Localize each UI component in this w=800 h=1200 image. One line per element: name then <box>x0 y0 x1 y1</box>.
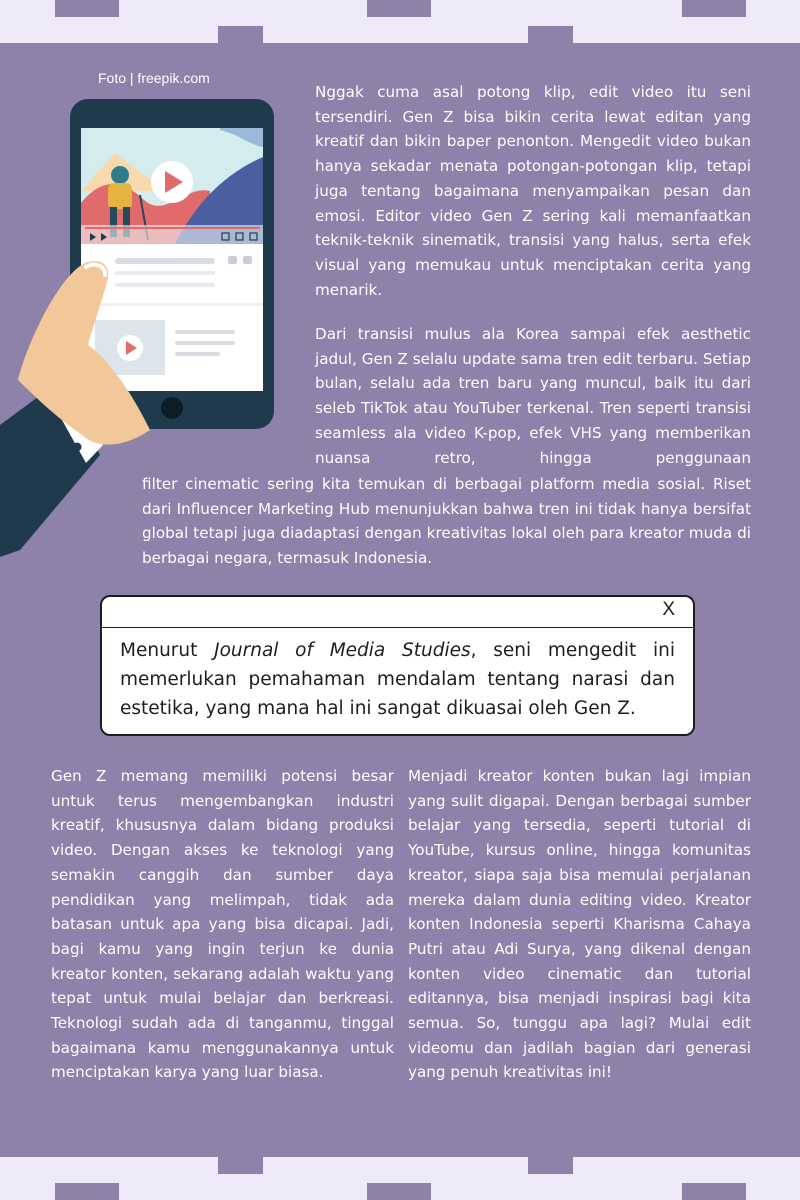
quote-text-start: Menurut <box>120 640 215 661</box>
photo-credit: Foto | freepik.com <box>98 70 210 86</box>
home-button <box>161 397 183 419</box>
band-block <box>682 0 746 17</box>
callout-quote-text <box>120 636 675 723</box>
text-placeholder <box>175 341 235 345</box>
text-placeholder <box>175 352 220 356</box>
divider <box>81 303 263 306</box>
column-right-text: Menjadi kreator konten bukan lagi impian yang sulit digapai. Dengan berbagai sumber belajar yang tersedia, seperti tutorial di YouTube, kursus online, hingga komunitas kreator, siapa saja bisa memulai perjalanan mereka dalam dunia editing video. Kreator konten Indonesia seperti Kharisma Cahaya Putri atau Adi Surya, yang dikenal dengan konten video cinematic dan tutorial editannya, bisa menjadi inspirasi bagi kita semua. So, tunggu apa lagi? Mulai edit videomu dan jadilah bagian dari generasi yang penuh kreativitas ini! <box>408 767 751 1082</box>
band-block <box>682 1183 746 1200</box>
like-icon <box>228 256 237 264</box>
band-block <box>367 1183 431 1200</box>
band-block <box>55 0 119 17</box>
callout-title-divider <box>102 627 693 628</box>
hiker-backpack <box>108 183 132 209</box>
hiker-head <box>111 166 129 184</box>
text-placeholder <box>175 330 235 334</box>
paragraph-editing-art: Nggak cuma asal potong klip, edit video itu seni tersendiri. Gen Z bisa bikin cerita lewat editan yang kreatif dan bikin baper penonton. Mengedit video bukan hanya sekadar menata potongan-potongan klip, tetapi juga tentang bagaimana menyampaikan pesan dan emosi. Editor video Gen Z sering kali memanfaatkan teknik-teknik sinematik, transisi yang halus, serta efek visual yang memukau untuk menciptakan cerita yang menarik. <box>315 83 751 299</box>
close-icon[interactable]: X <box>662 599 675 620</box>
column-left-text: Gen Z memang memiliki potensi besar untuk terus mengembangkan industri kreatif, khususnya dalam bidang produksi video. Dengan akses ke teknologi yang semakin canggih dan sumber daya pendidikan yang melimpah, tidak ada batasan untuk apa yang bisa dicapai. Jadi, bagi kamu yang ingin terjun ke dunia kreator konten, sekarang adalah waktu yang tepat untuk mulai belajar dan berkreasi. Teknologi sudah ada di tanganmu, tinggal bagaimana kamu menggunakannya untuk menciptakan karya yang luar biasa. <box>51 767 394 1082</box>
band-block <box>367 0 431 17</box>
text-placeholder <box>115 283 215 287</box>
band-block <box>528 26 573 43</box>
paragraph-trends-bottom: filter cinematic sering kita temukan di berbagai platform media sosial. Riset dari Influencer Marketing Hub menunjukkan bahwa tren ini tidak hanya bersifat global tetapi juga diadaptasi dengan kreativitas lokal oleh para kreator muda di berbagai negara, termasuk Indonesia. <box>142 475 751 568</box>
text-placeholder <box>115 271 215 275</box>
quote-text-end: , seni mengedit ini memerlukan pemahaman mendalam tentang narasi dan estetika, yang mana hal ini sangat dikuasai oleh Gen Z. <box>120 640 675 719</box>
band-block <box>55 1183 119 1200</box>
band-block <box>218 26 263 43</box>
video-progress <box>85 227 260 229</box>
band-block <box>528 1157 573 1174</box>
top-decorative-band <box>0 0 800 43</box>
quote-callout-window <box>100 595 695 736</box>
journal-title: Journal of Media Studies <box>214 640 471 661</box>
dislike-icon <box>243 256 252 264</box>
paragraph-trends-top: Dari transisi mulus ala Korea sampai efek aesthetic jadul, Gen Z selalu update sama tren edit terbaru. Setiap bulan, selalu ada tren baru yang muncul, baik itu dari seleb TikTok atau YouTuber terkenal. Tren seperti transisi seamless ala video K-pop, efek VHS yang memberikan nuansa retro, hingga penggunaan <box>315 325 751 467</box>
band-block <box>218 1157 263 1174</box>
cuff-button <box>73 443 82 452</box>
title-placeholder <box>115 258 215 264</box>
bottom-decorative-band <box>0 1157 800 1200</box>
